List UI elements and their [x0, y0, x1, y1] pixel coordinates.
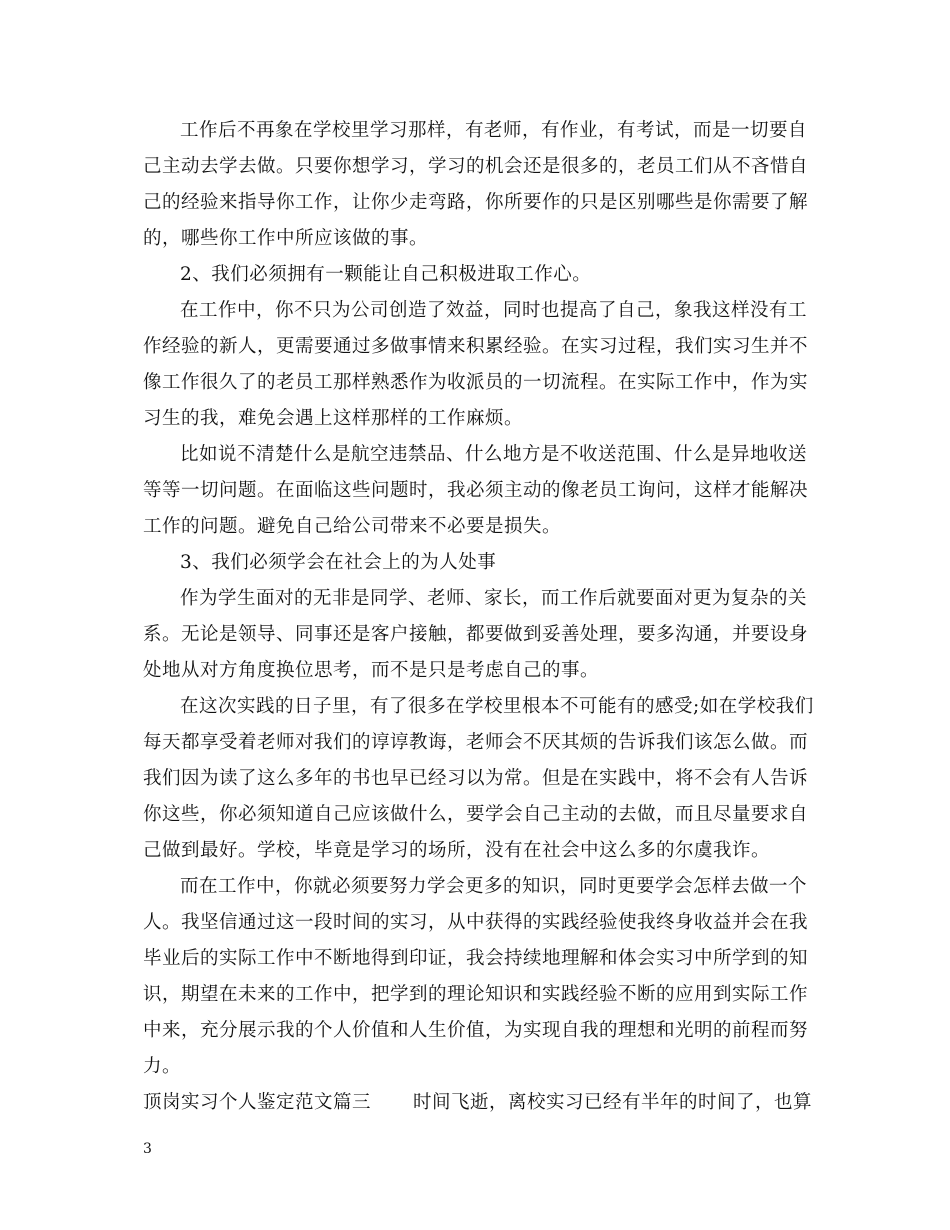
paragraph-line: 工作后不再象在学校里学习那样，有老师，有作业，有考试，而是一切要自	[180, 120, 808, 141]
paragraph-line: 识，期望在未来的工作中，把学到的理论知识和实践经验不断的应用到实际工作	[143, 984, 809, 1005]
paragraph-line: 在这次实践的日子里，有了很多在学校里根本不可能有的感受;如在学校我们	[180, 696, 814, 717]
paragraph-line: 毕业后的实际工作中不断地得到印证，我会持续地理解和体会实习中所学到的知	[143, 948, 809, 969]
paragraph-line: 己主动去学去做。只要你想学习，学习的机会还是很多的，老员工们从不吝惜自	[143, 156, 809, 177]
paragraph-line: 你这些，你必须知道自己应该做什么，要学会自己主动的去做，而且尽量要求自	[143, 804, 809, 825]
section-intro-text: 时间飞逝，离校实习已经有半年的时间了，也算	[413, 1092, 813, 1113]
section-title: 顶岗实习个人鉴定范文篇三	[143, 1092, 372, 1113]
section-heading-3: 3、我们必须学会在社会上的为人处事	[180, 552, 497, 573]
paragraph-line: 己做到最好。学校，毕竟是学习的场所，没有在社会中这么多的尔虞我诈。	[143, 840, 771, 861]
paragraph-line: 在工作中，你不只为公司创造了效益，同时也提高了自己，象我这样没有工	[180, 300, 808, 321]
paragraph-line: 习生的我，难免会遇上这样那样的工作麻烦。	[143, 408, 524, 429]
paragraph-line: 中来，充分展示我的个人价值和人生价值，为实现自我的理想和光明的前程而努	[143, 1020, 809, 1041]
paragraph-line: 等等一切问题。在面临这些问题时，我必须主动的像老员工询问，这样才能解决	[143, 480, 809, 501]
page-number: 3	[143, 1141, 152, 1157]
paragraph-line: 系。无论是领导、同事还是客户接触，都要做到妥善处理，要多沟通，并要设身	[143, 624, 809, 645]
paragraph-line: 像工作很久了的老员工那样熟悉作为收派员的一切流程。在实际工作中，作为实	[143, 372, 809, 393]
paragraph-line: 力。	[143, 1056, 182, 1077]
paragraph-line: 处地从对方角度换位思考，而不是只是考虑自己的事。	[143, 660, 600, 681]
paragraph-line: 的，哪些你工作中所应该做的事。	[143, 228, 429, 249]
paragraph-line: 己的经验来指导你工作，让你少走弯路，你所要作的只是区别哪些是你需要了解	[143, 192, 809, 213]
paragraph-line: 作为学生面对的无非是同学、老师、家长，而工作后就要面对更为复杂的关	[180, 588, 808, 609]
paragraph-line: 每天都享受着老师对我们的谆谆教诲，老师会不厌其烦的告诉我们该怎么做。而	[143, 732, 809, 753]
section-heading-2: 2、我们必须拥有一颗能让自己积极进取工作心。	[180, 264, 592, 285]
paragraph-line: 比如说不清楚什么是航空违禁品、什么地方是不收送范围、什么是异地收送	[180, 444, 808, 465]
paragraph-line: 作经验的新人，更需要通过多做事情来积累经验。在实习过程，我们实习生并不	[143, 336, 809, 357]
paragraph-line: 而在工作中，你就必须要努力学会更多的知识，同时更要学会怎样去做一个	[180, 876, 808, 897]
paragraph-line: 工作的问题。避免自己给公司带来不必要是损失。	[143, 516, 562, 537]
paragraph-line: 我们因为读了这么多年的书也早已经习以为常。但是在实践中，将不会有人告诉	[143, 768, 809, 789]
paragraph-line: 人。我坚信通过这一段时间的实习，从中获得的实践经验使我终身收益并会在我	[143, 912, 809, 933]
section-title-line	[143, 1091, 828, 1115]
